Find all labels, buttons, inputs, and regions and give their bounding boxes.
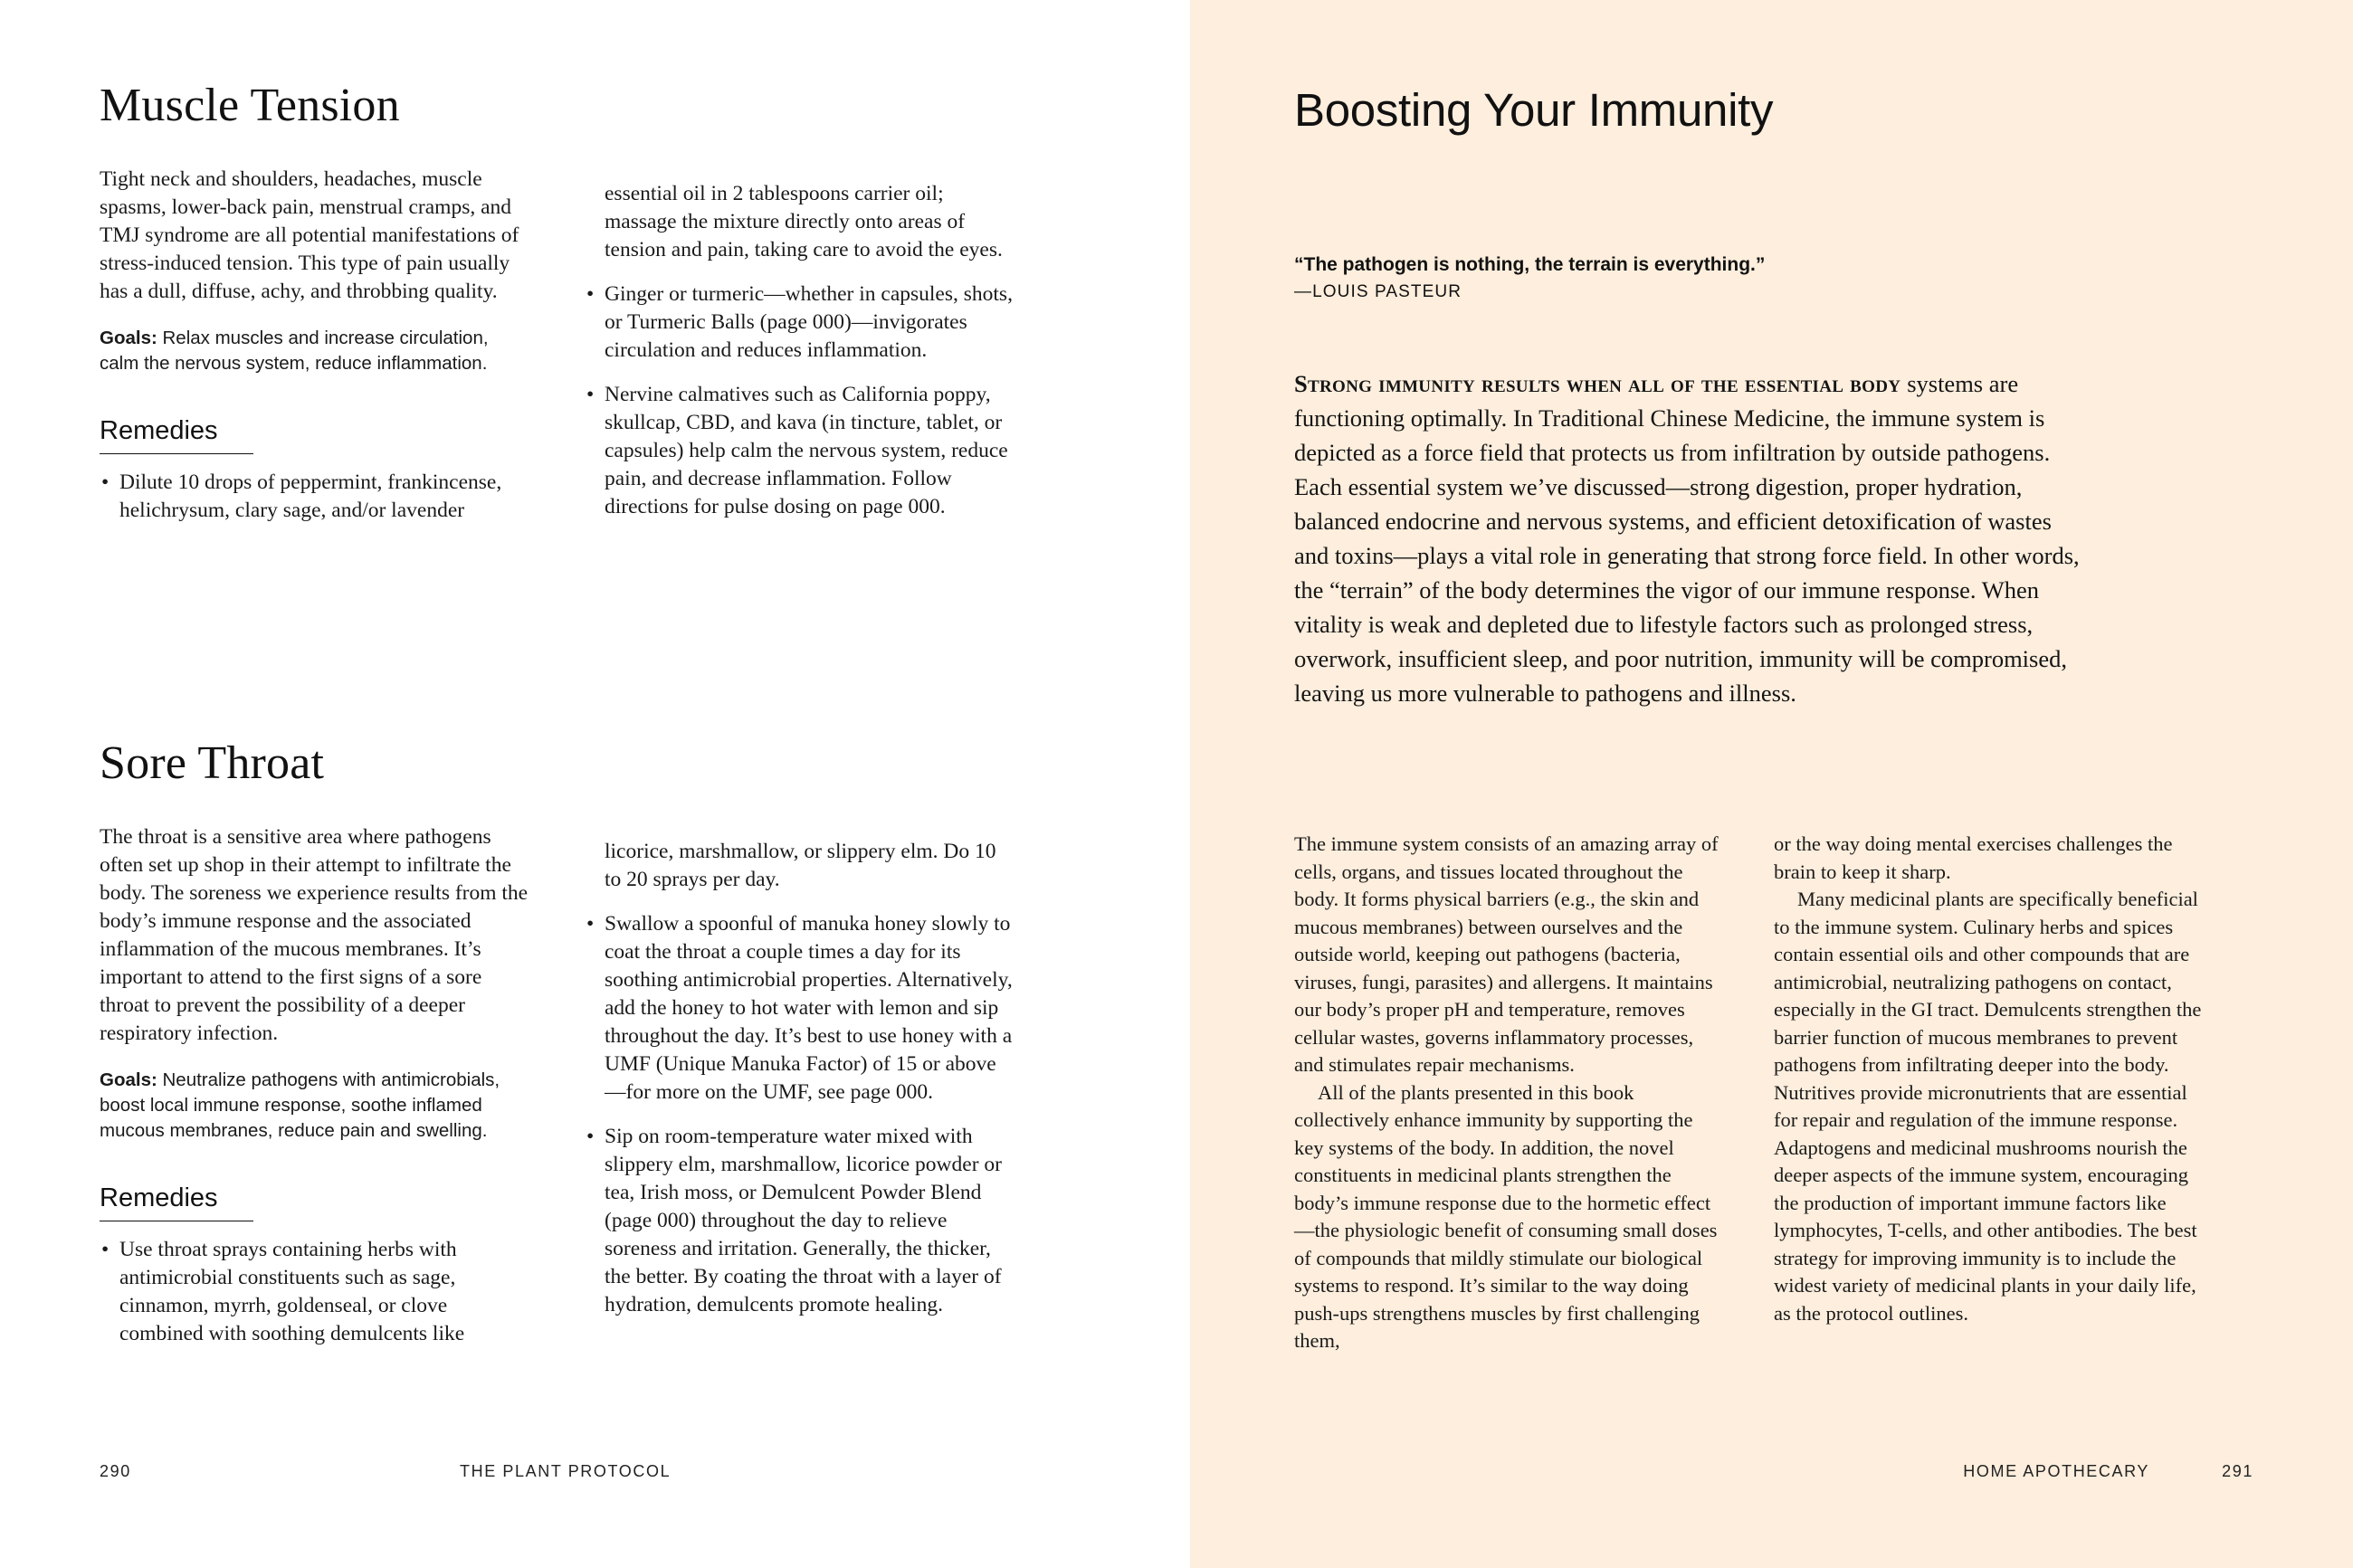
section-sore-throat — [100, 739, 1014, 1364]
page-title-muscle-tension: Muscle Tension — [100, 80, 400, 131]
list-item-continuation: essential oil in 2 tablespoons carrier oil; massage the mixture directly onto areas of tension and pain, taking care to avoid the eyes. — [605, 181, 1003, 261]
list-item: • Sip on room-temperature water mixed with slippery elm, marshmallow, licorice powder or tea, Irish moss, or Demulcent Powder Blend (page 000) throughout the day to relieve soreness and irritation. Generally, the thicker, the better. By coating the throat with a layer of hydration, demulcents promote healing. — [585, 1123, 1014, 1319]
goals-paragraph — [100, 1068, 529, 1144]
remedies-list-continued — [585, 910, 1014, 1319]
two-column-body — [100, 823, 1014, 1364]
body-paragraph: or the way doing mental exercises challenges the brain to keep it sharp. — [1774, 832, 2173, 883]
running-head: HOME APOTHECARY — [1963, 1462, 2149, 1480]
goals-label: Goals: — [100, 327, 157, 348]
continuation-list — [585, 180, 1014, 264]
remedies-list — [100, 469, 529, 525]
right-page — [1190, 0, 2353, 1568]
two-column-body — [1294, 831, 2208, 1355]
body-paragraph: All of the plants presented in this book collectively enhance immunity by supporting the key systems of the body. In addition, the novel constituents in medicinal plants strengthen the body’s immune response due to the hormetic effect—the physiologic benefit of consuming small doses of compounds that mildly stimulate our biological systems to respond. It’s similar to the way doing push-ups strengthens muscles by first challenging them, — [1294, 1080, 1718, 1352]
list-item: • Ginger or turmeric—whether in capsules, shots, or Turmeric Balls (page 000)—invigorates circulation and reduces inflammation. — [585, 280, 1014, 365]
column-left — [1294, 831, 1727, 1355]
intro-paragraph: Tight neck and shoulders, headaches, muscle spasms, lower-back pain, menstrual cramps, and TMJ syndrome are all potential manifestations of stress-induced tension. This type of pain usually has a dull, diffuse, achy, and throbbing quality. — [100, 166, 519, 303]
intro-rest: systems are functioning optimally. In Traditional Chinese Medicine, the immune system is depicted as a force field that protects us from infiltration by outside pathogens. Each essential system we’ve discussed—strong digestion, proper hydration, balanced endocrine and nervous systems, and efficient detoxification of wastes and toxins—plays a vital role in generating that strong force field. In other words, the “terrain” of the body determines the vigor of our immune response. When vitality is weak and depleted due to lifestyle factors such as prolonged stress, overwork, insufficient sleep, and poor nutrition, immunity will be compromised, leaving us more vulnerable to pathogens and illness. — [1294, 370, 2080, 707]
continuation-list — [585, 838, 1014, 894]
two-column-body — [100, 166, 1014, 541]
goals-paragraph — [100, 326, 529, 376]
list-item: • Dilute 10 drops of peppermint, frankincense, helichrysum, clary sage, and/or lavender — [100, 469, 529, 525]
column-right — [1774, 831, 2206, 1355]
intro-lead: Strong immunity results when all of the essential body — [1294, 370, 1908, 397]
remedies-heading: Remedies — [100, 416, 253, 454]
running-head: THE PLANT PROTOCOL — [460, 1462, 672, 1480]
pull-quote — [1294, 252, 2082, 302]
remedies-list — [100, 1236, 529, 1348]
intro-paragraph — [1294, 366, 2091, 710]
list-item: • Nervine calmatives such as California poppy, skullcap, CBD, and kava (in tincture, tablet, or capsules) help calm the nervous system, reduce pain, and decrease inflammation. Follow directions for pulse dosing on page 000. — [585, 381, 1014, 521]
intro-paragraph: The throat is a sensitive area where pathogens often set up shop in their attempt to infiltrate the body. The soreness we experience results from the body’s immune response and the associated inflammation of the mucous membranes. It’s important to attend to the first signs of a sore throat to prevent the possibility of a deeper respiratory infection. — [100, 824, 529, 1045]
page-title-boosting-your-immunity: Boosting Your Immunity — [1294, 84, 1774, 136]
page-number: 290 — [100, 1462, 131, 1480]
quote-attribution: —LOUIS PASTEUR — [1294, 282, 1462, 301]
goals-text: Neutralize pathogens with antimicrobials, boost local immune response, soothe inflamed mucous membranes, reduce pain and swelling. — [100, 1069, 500, 1141]
list-item: • Swallow a spoonful of manuka honey slowly to coat the throat a couple times a day for its soothing antimicrobial properties. Alternatively, add the honey to hot water with lemon and sip throughout the day. It’s best to use honey with a UMF (Unique Manuka Factor) of 15 or above—for more on the UMF, see page 000. — [585, 910, 1014, 1107]
body-paragraph: The immune system consists of an amazing array of cells, organs, and tissues located throughout the body. It forms physical barriers (e.g., the skin and mucous membranes) between ourselves and the outside world, keeping out pathogens (bacteria, viruses, fungi, parasites) and allergens. It maintains our body’s proper pH and temperature, removes cellular wastes, governs inflammatory processes, and stimulates repair mechanisms. — [1294, 832, 1719, 1076]
column-left — [100, 823, 529, 1364]
intro-block — [1294, 366, 2091, 710]
remedies-heading: Remedies — [100, 1183, 253, 1221]
page-number: 291 — [2222, 1462, 2253, 1480]
column-right — [585, 823, 1014, 1364]
goals-text: Relax muscles and increase circulation, calm the nervous system, reduce inflammation. — [100, 327, 489, 374]
section-muscle-tension — [100, 81, 1014, 541]
remedies-list-continued — [585, 280, 1014, 521]
list-item: • Use throat sprays containing herbs with antimicrobial constituents such as sage, cinnamon, myrrh, goldenseal, or clove combined with soothing demulcents like — [100, 1236, 529, 1348]
goals-label: Goals: — [100, 1069, 157, 1090]
page-title-sore-throat: Sore Throat — [100, 737, 325, 789]
column-left — [100, 166, 529, 541]
list-item-continuation: licorice, marshmallow, or slippery elm. Do 10 to 20 sprays per day. — [605, 839, 996, 891]
quote-text: “The pathogen is nothing, the terrain is everything.” — [1294, 254, 1766, 275]
column-right — [585, 166, 1014, 541]
body-paragraph: Many medicinal plants are specifically beneficial to the immune system. Culinary herbs and spices contain essential oils and other compounds that are antimicrobial, neutralizing pathogens on contact, especially in the GI tract. Demulcents strengthen the barrier function of mucous membranes to prevent pathogens from infiltrating deeper into the body. Nutritives provide micronutrients that are essential for repair and regulation of the immune response. Adaptogens and medicinal mushrooms nourish the deeper aspects of the immune system, encouraging the production of important immune factors like lymphocytes, T-cells, and other antibodies. The best strategy for improving immunity is to include the widest variety of medicinal plants in your daily life, as the protocol outlines. — [1774, 888, 2202, 1325]
